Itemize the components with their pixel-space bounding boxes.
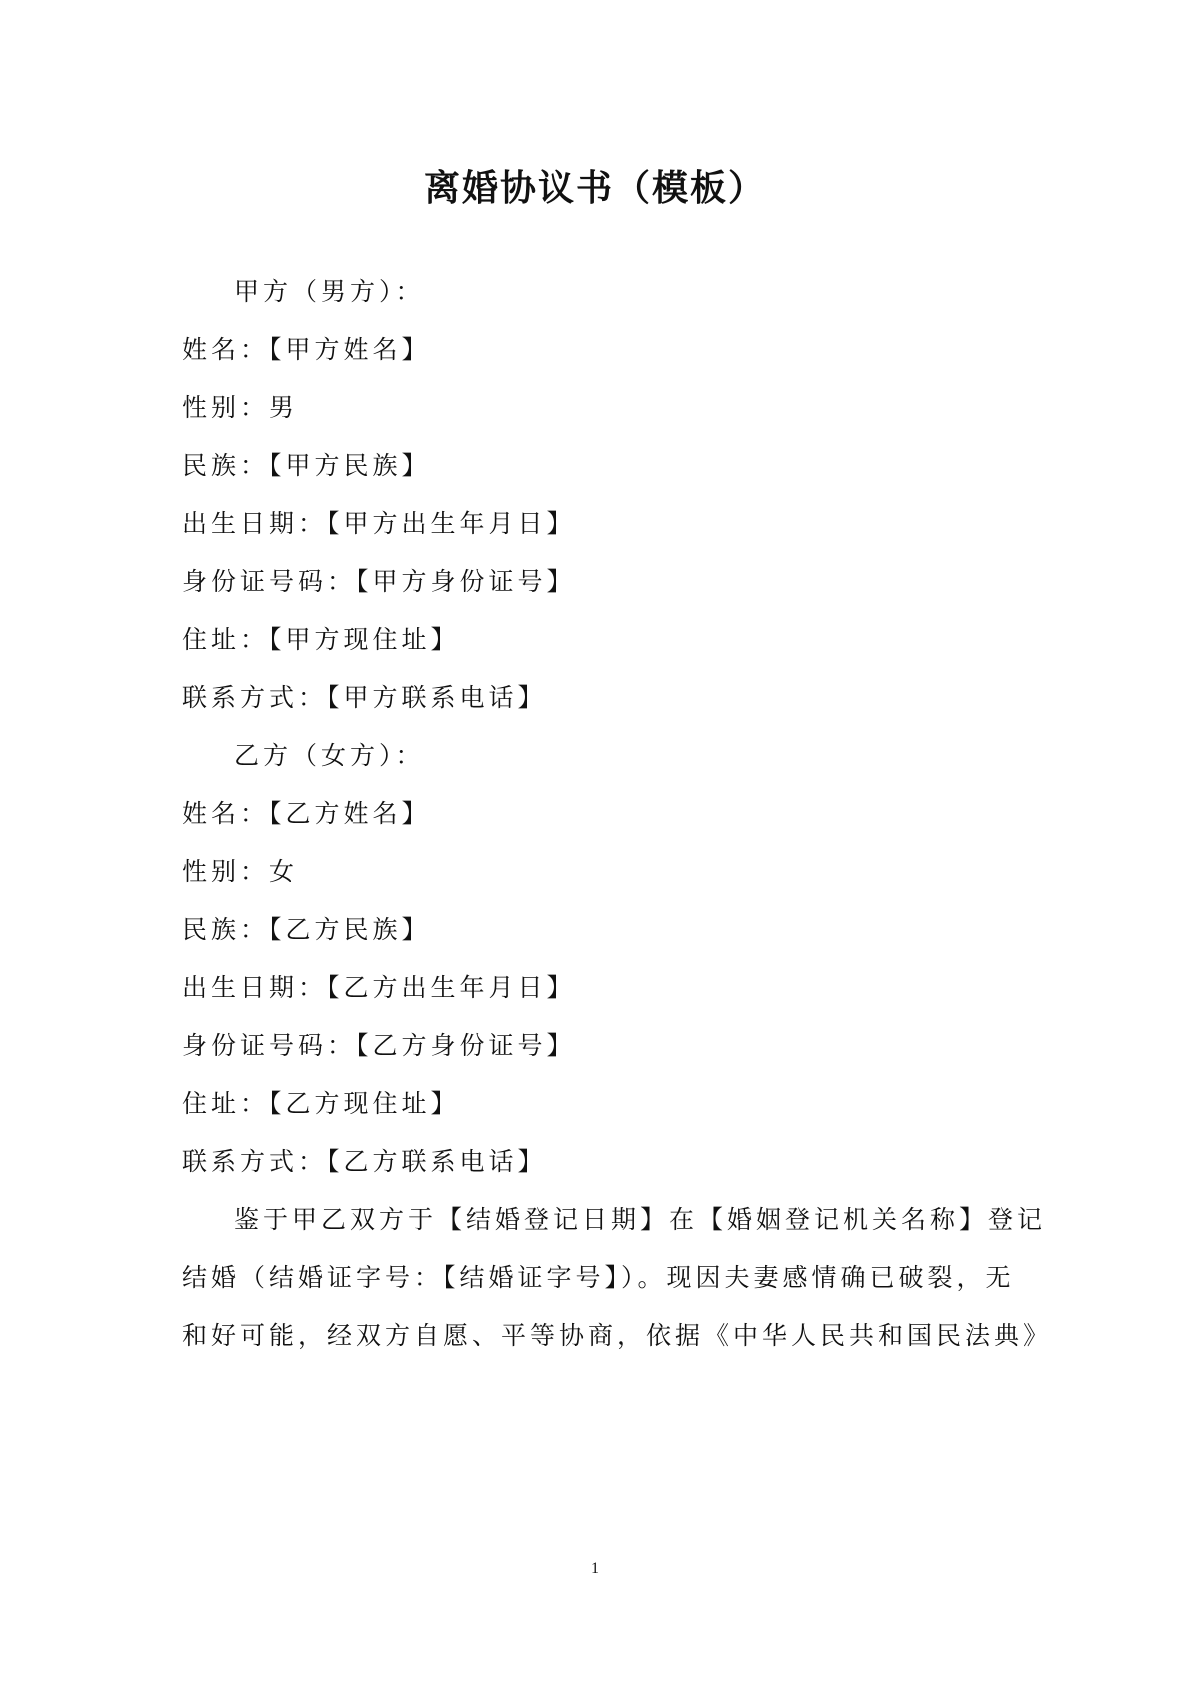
party-a-contact: 联系方式：【甲方联系电话】 <box>182 683 547 712</box>
party-a-ethnicity: 民族：【甲方民族】 <box>182 451 431 480</box>
preamble-line-2: 结婚（结婚证字号：【结婚证字号】）。现因夫妻感情确已破裂，无 <box>182 1263 1015 1292</box>
document-title: 离婚协议书（模板） <box>423 168 766 209</box>
party-b-contact: 联系方式：【乙方联系电话】 <box>182 1147 547 1176</box>
party-a-birthdate: 出生日期：【甲方出生年月日】 <box>182 509 576 538</box>
preamble-line-1: 鉴于甲乙双方于【结婚登记日期】在【婚姻登记机关名称】登记 <box>234 1205 1047 1234</box>
party-b-address: 住址：【乙方现住址】 <box>182 1089 460 1118</box>
preamble-line-3: 和好可能，经双方自愿、平等协商，依据《中华人民共和国民法典》 <box>182 1321 1053 1350</box>
page-number: 1 <box>591 1560 599 1577</box>
party-b-ethnicity: 民族：【乙方民族】 <box>182 915 431 944</box>
party-a-address: 住址：【甲方现住址】 <box>182 625 460 654</box>
party-b-name: 姓名：【乙方姓名】 <box>182 799 431 828</box>
party-b-gender: 性别：女 <box>182 857 299 886</box>
party-b-heading: 乙方（女方）： <box>234 741 425 770</box>
party-a-gender: 性别：男 <box>182 393 299 422</box>
party-a-heading: 甲方（男方）： <box>234 277 425 306</box>
party-b-birthdate: 出生日期：【乙方出生年月日】 <box>182 973 576 1002</box>
party-a-id-number: 身份证号码：【甲方身份证号】 <box>182 567 576 596</box>
party-b-id-number: 身份证号码：【乙方身份证号】 <box>182 1031 576 1060</box>
party-a-name: 姓名：【甲方姓名】 <box>182 335 431 364</box>
